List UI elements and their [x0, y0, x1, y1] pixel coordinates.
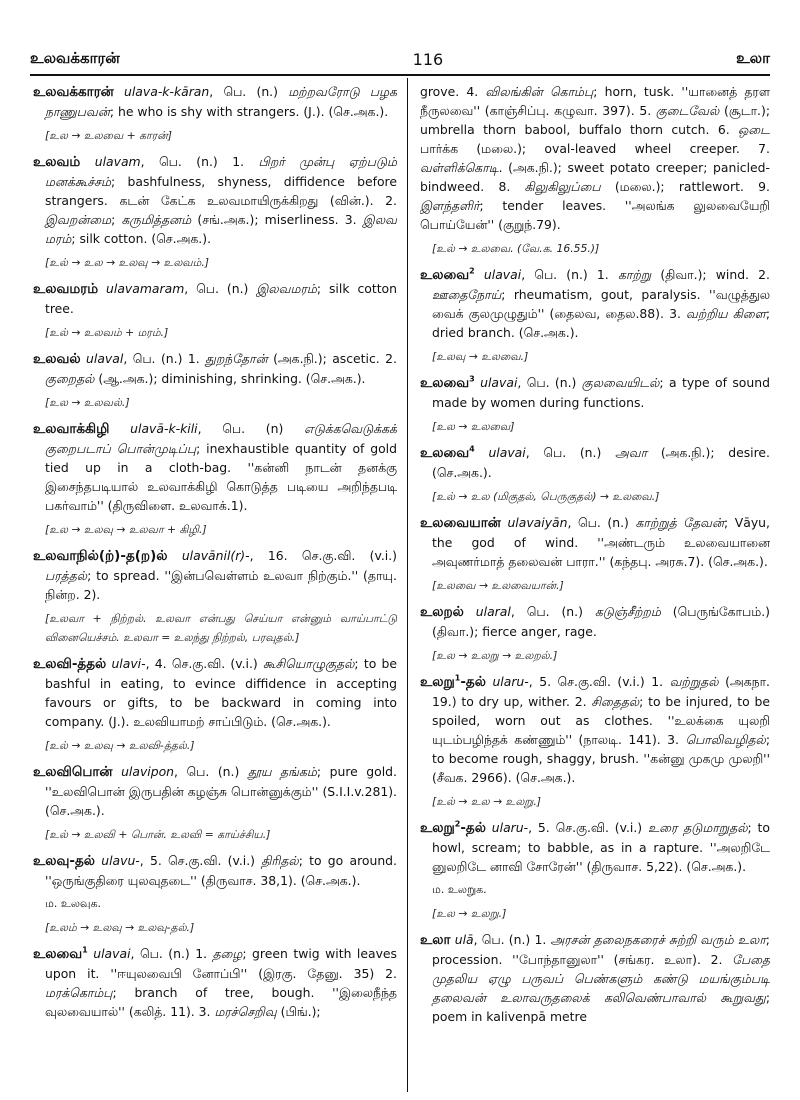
header-right-guideword: உலா: [736, 49, 770, 67]
header-rule: [30, 74, 770, 76]
dictionary-entry: உலவை$^4$ ulavai, பெ. (n.) அவா (அக.நி.); desire. (செ.அக.).: [420, 444, 770, 480]
dictionary-entry: உலறல் ularal, பெ. (n.) கடுஞ்சீற்றம் (பெருங்கோபம்.) (திவா.); fierce anger, rage.: [420, 604, 770, 639]
etymology-note: [உல → உலவு → உலவா + கிழி.]: [45, 523, 207, 536]
dictionary-entry: உலவிபொன் ulavipon, பெ. (n.) தூய தங்கம்; pure gold. ''உலவிபொன் இருபதின் கழஞ்சு பொன்னுக்கும்'' (S.I.I.v.281). (செ.அக.).: [33, 764, 397, 818]
entry-continuation: grove. 4. விலங்கின் கொம்பு; horn, tusk. ''யானைத் தரள நீருலவை'' (காஞ்சிப்பு. கழுவா. 397). 5. குடைவேல் (சூடா.); umbrella thorn babool, buffalo thorn cutch. 6. ஒடை பார்க்க (மலை.); oval-leaved wheel creeper. 7. வள்ளிக்கொடி. (அக.நி.); sweet potato creeper; panicled-bindweed. 8. கிலுகிலுப்பை (மலை.); rattlewort. 9. இளந்தளிர்; tender leaves. ''அலங்க லுலவையேறி பொய்யேன்'' (குறுந்.79).: [420, 84, 770, 232]
header-left-guideword: உலவக்காரன்: [30, 49, 120, 67]
left-column: [33, 82, 397, 1092]
etymology-note: [உல் → உல → உலவு → உலவம்.]: [45, 256, 209, 269]
etymology-note: [உல் → உலவி + பொன். உலவி = காய்ச்சிய.]: [45, 828, 271, 841]
etymology-note: [உல → உலவல்.]: [45, 396, 130, 409]
etymology-note: [உல் → உலவை. (வே.க. 16.55.)]: [432, 242, 600, 255]
etymology-note: [உல → உலவை]: [432, 420, 515, 433]
dictionary-entry: உலவை$^1$ ulavai, பெ. (n.) 1. தழை; green twig with leaves upon it. ''ஈயுலவைபி னோப்பி'' (இரகு. தேனு. 35) 2. மரக்கொம்பு; branch of tree, bough. ''இலைநீந்த வுலவையால்'' (கலித். 11). 3. மரச்செறிவு (பிங்.);: [33, 945, 397, 1019]
dictionary-entry: உலவம் ulavam, பெ. (n.) 1. பிறர் முன்பு ஏற்படும் மனக்கூச்சம்; bashfulness, shyness, diffidence before strangers. கடன் கேட்க உலவமாயிருக்கிறது (வின்.). 2. இவறன்மை; கருமித்தனம் (சங்.அக.); miserliness. 3. இலவ மரம்; silk cotton. (செ.அக.).: [33, 154, 397, 246]
dictionary-entry: உலவி-த்தல் ulavi-, 4. செ.கு.வி. (v.i.) கூசியொழுகுதல்; to be bashful in eating, to evince diffidence in accepting favours or gifts, to be backward in coming into company. (J.). உலவியாமற் சாப்பிடும். (செ.அக.).: [33, 656, 397, 729]
dictionary-entry: உலவையான் ulavaiyān, பெ. (n.) காற்றுத் தேவன்; Vāyu, the god of wind. ''அண்டரும் உலவையானை அவுணர்மாத் தலைவன் பாரா.'' (கந்தபு. அரசு.7). (செ.அக.).: [420, 515, 770, 569]
dictionary-entry: உலறு$^1$-தல் ularu-, 5. செ.கு.வி. (v.i.) 1. வற்றுதல் (அகநா. 19.) to dry up, wither. 2. சிதைதல்; to be injured, to be spoiled, worn out as clothes. ''உலக்கை யுலறி யுடம்பழிந்தக் கண்ணும்'' (நாலடி. 141). 3. பொலிவழிதல்; to become rough, shaggy, brush. ''கன்னு முகமு முலறி'' (சீவக. 2966). (செ.அக.).: [420, 673, 770, 785]
dictionary-entry: உலவு-தல் ulavu-, 5. செ.கு.வி. (v.i.) திரிதல்; to go around. ''ஒருங்குதிரை யுலவுதடை'' (திருவாச. 38,1). (செ.அக.).: [33, 853, 397, 888]
etymology-note: [உலவு → உலவை.]: [432, 350, 529, 363]
cognate-note: ம. உலவுக.: [45, 897, 102, 910]
dictionary-entry: உலவல் ulaval, பெ. (n.) 1. துறந்தோன் (அக.நி.); ascetic. 2. குறைதல் (ஆ.அக.); diminishing, shrinking. (செ.அக.).: [33, 351, 397, 386]
cognate-note: ம. உலறுக.: [432, 883, 487, 896]
dictionary-entry: உலவக்காரன் ulava-k-kāran, பெ. (n.) மற்றவரோடு பழக நாணுபவன்; he who is shy with strangers. (J.). (செ.அக.).: [33, 84, 397, 119]
etymology-note: [உலம் → உலவு → உலவு-தல்.]: [45, 921, 195, 934]
dictionary-entry: உலா ulā, பெ. (n.) 1. அரசன் தலைநகரைச் சுற்றி வரும் உலா; procession. ''போந்தானுலா'' (சங்கர. உலா). 2. பேதை முதலிய ஏழு பருவப் பெண்களும் கண்டு மயங்கும்படி தலைவன் உலாவருதலைக் கலிவெண்பாவால் கூறுவது; poem in kalivenpā metre: [420, 932, 770, 1024]
etymology-note: [உல → உலறு.]: [432, 907, 507, 920]
etymology-note: [உலவா + நிற்றல். உலவா என்பது செய்யா என்னும் வாய்பாட்டு வினையெச்சம். உலவா = உலந்து நிற்றல், பரவுதல்.]: [45, 612, 397, 644]
dictionary-entry: உலறு$^2$-தல் ularu-, 5. செ.கு.வி. (v.i.) உரை தடுமாறுதல்; to howl, scream; to babble, as in a rapture. ''அலறிடே னுலறிடே னாவி சோரேன்'' (திருவாச. 5,22). (செ.அக.).: [420, 819, 770, 874]
dictionary-entry: உலவாக்கிழி ulavā-k-kili, பெ. (n) எடுக்கவெடுக்கக் குறைபடாப் பொன்முடிப்பு; inexhaustible quantity of gold tied up in a cloth-bag. ''கன்னி நாடன் தனக்கு இசைந்தபடியால் உலவாக்கிழி கொடுத்த படியை அறிந்தபடி பகர்வாம்'' (திருவிளை. உலவாக்.1).: [33, 421, 397, 513]
running-header: [30, 48, 770, 70]
etymology-note: [உலவை → உலவையான்.]: [432, 579, 564, 592]
etymology-note: [உல் → உலவம் + மரம்.]: [45, 326, 169, 339]
etymology-note: [உல → உலறு → உலறல்.]: [432, 649, 558, 662]
dictionary-entry: உலவாநில்(ற்)-த(ற)ல் ulavānil(r)-, 16. செ.கு.வி. (v.i.) பரத்தல்; to spread. ''இன்பவெள்ளம் உலவா நிற்கும்.'' (தாயு. நின்ற. 2).: [33, 548, 397, 602]
etymology-note: [உல → உலவை + காரன்]: [45, 129, 172, 142]
column-divider: [407, 78, 408, 1092]
etymology-note: [உல் → உலவு → உலவி-த்தல்.]: [45, 739, 195, 752]
etymology-note: [உல் → உல → உலறு.]: [432, 795, 541, 808]
page-number: 116: [412, 49, 444, 69]
dictionary-entry: உலவை$^2$ ulavai, பெ. (n.) 1. காற்று (திவா.); wind. 2. ஊதைநோய்; rheumatism, gout, paralysis. ''வழுத்துல வைக் குலமுழுதும்'' (தைலவ, தைல.88). 3. வற்றிய கிளை; dried branch. (செ.அக.).: [420, 266, 770, 340]
dictionary-entry: உலவமரம் ulavamaram, பெ. (n.) இலவமரம்; silk cotton tree.: [33, 281, 397, 316]
etymology-note: [உல் → உல (மிகுதல், பெருகுதல்) → உலவை.]: [432, 490, 660, 503]
right-column: [420, 82, 770, 1092]
dictionary-entry: உலவை$^3$ ulavai, பெ. (n.) குலவையிடல்; a type of sound made by women during functions.: [420, 374, 770, 410]
